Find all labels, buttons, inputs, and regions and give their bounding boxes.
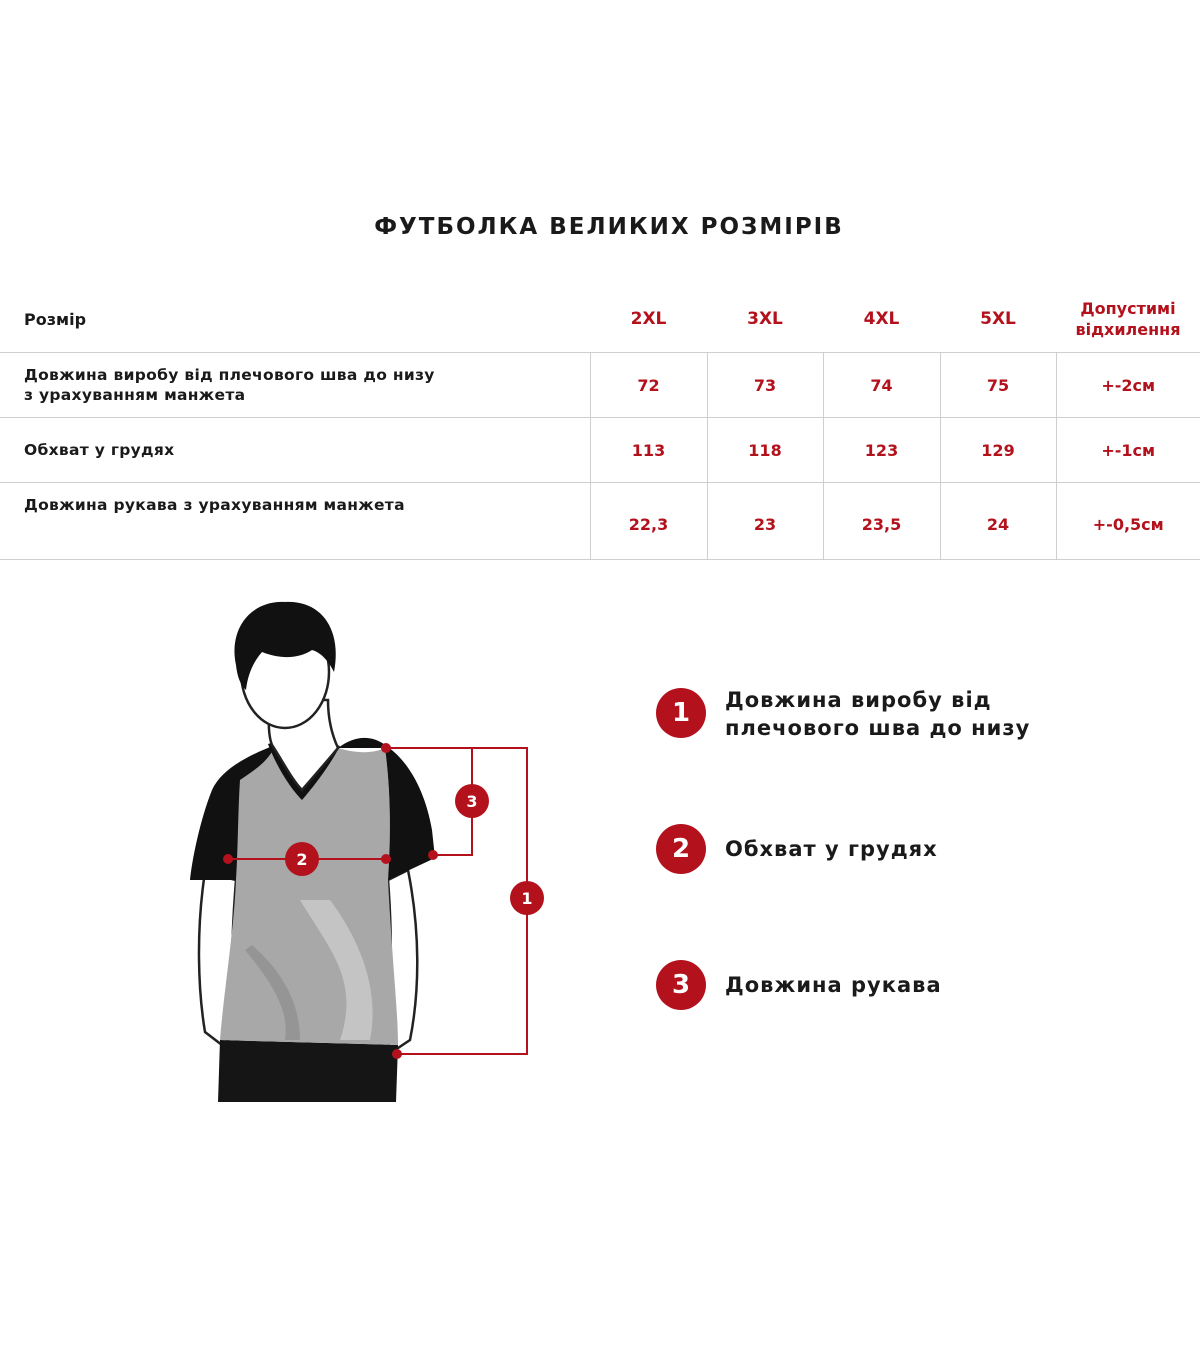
cell-deviation: +-0,5см	[1056, 483, 1200, 560]
cell-value: 72	[590, 353, 707, 418]
cell-deviation: +-1см	[1056, 418, 1200, 483]
row-label: Обхват у грудях	[24, 441, 175, 459]
header-size-5xl: 5XL	[980, 309, 1016, 329]
table-header-row	[0, 286, 1200, 353]
cell-value: 123	[823, 418, 940, 483]
header-size-2xl: 2XL	[630, 309, 667, 329]
legend-number-2: 2	[656, 824, 706, 874]
cell-value: 129	[940, 418, 1056, 483]
header-deviation-line1: Допустимі	[1080, 299, 1176, 318]
legend-text-1-line1: Довжина виробу від	[725, 688, 992, 712]
legend-text-2: Обхват у грудях	[725, 837, 938, 861]
table-row	[0, 418, 1200, 483]
cell-value: 74	[823, 353, 940, 418]
cell-deviation: +-2см	[1056, 353, 1200, 418]
marker-3-label: 3	[466, 792, 478, 811]
cell-value: 24	[940, 483, 1056, 560]
marker-1-label: 1	[521, 889, 533, 908]
cell-value: 23	[707, 483, 823, 560]
header-deviation	[1056, 286, 1200, 353]
header-size-4xl: 4XL	[863, 309, 900, 329]
row-label: Довжина рукава з урахуванням манжета	[24, 496, 405, 514]
row-label-line2: з урахуванням манжета	[24, 386, 246, 404]
cell-value: 73	[707, 353, 823, 418]
legend-text-3: Довжина рукава	[725, 973, 942, 997]
cell-value: 75	[940, 353, 1056, 418]
marker-2-label: 2	[296, 850, 308, 869]
tshirt-measurement-figure	[0, 560, 620, 1140]
cell-value: 118	[707, 418, 823, 483]
legend-text-1-line2: плечового шва до низу	[725, 716, 1031, 740]
header-size-3xl: 3XL	[747, 309, 783, 329]
cell-value: 23,5	[823, 483, 940, 560]
legend-number-3: 3	[656, 960, 706, 1010]
row-label	[0, 353, 590, 418]
header-deviation-line2: відхилення	[1075, 320, 1181, 339]
page-title: ФУТБОЛКА ВЕЛИКИХ РОЗМІРІВ	[374, 214, 844, 240]
legend-number-1: 1	[656, 688, 706, 738]
marker-3	[455, 784, 489, 818]
size-table	[0, 286, 1200, 560]
legend-text-1	[725, 686, 1200, 742]
cell-value: 22,3	[590, 483, 707, 560]
row-label-line1: Довжина виробу від плечового шва до низу	[24, 366, 435, 384]
pants-illustration	[218, 1040, 398, 1102]
cell-value: 113	[590, 418, 707, 483]
table-row	[0, 353, 1200, 418]
marker-2	[285, 842, 319, 876]
header-size-label: Розмір	[24, 309, 87, 329]
table-row	[0, 483, 1200, 560]
marker-1	[510, 881, 544, 915]
